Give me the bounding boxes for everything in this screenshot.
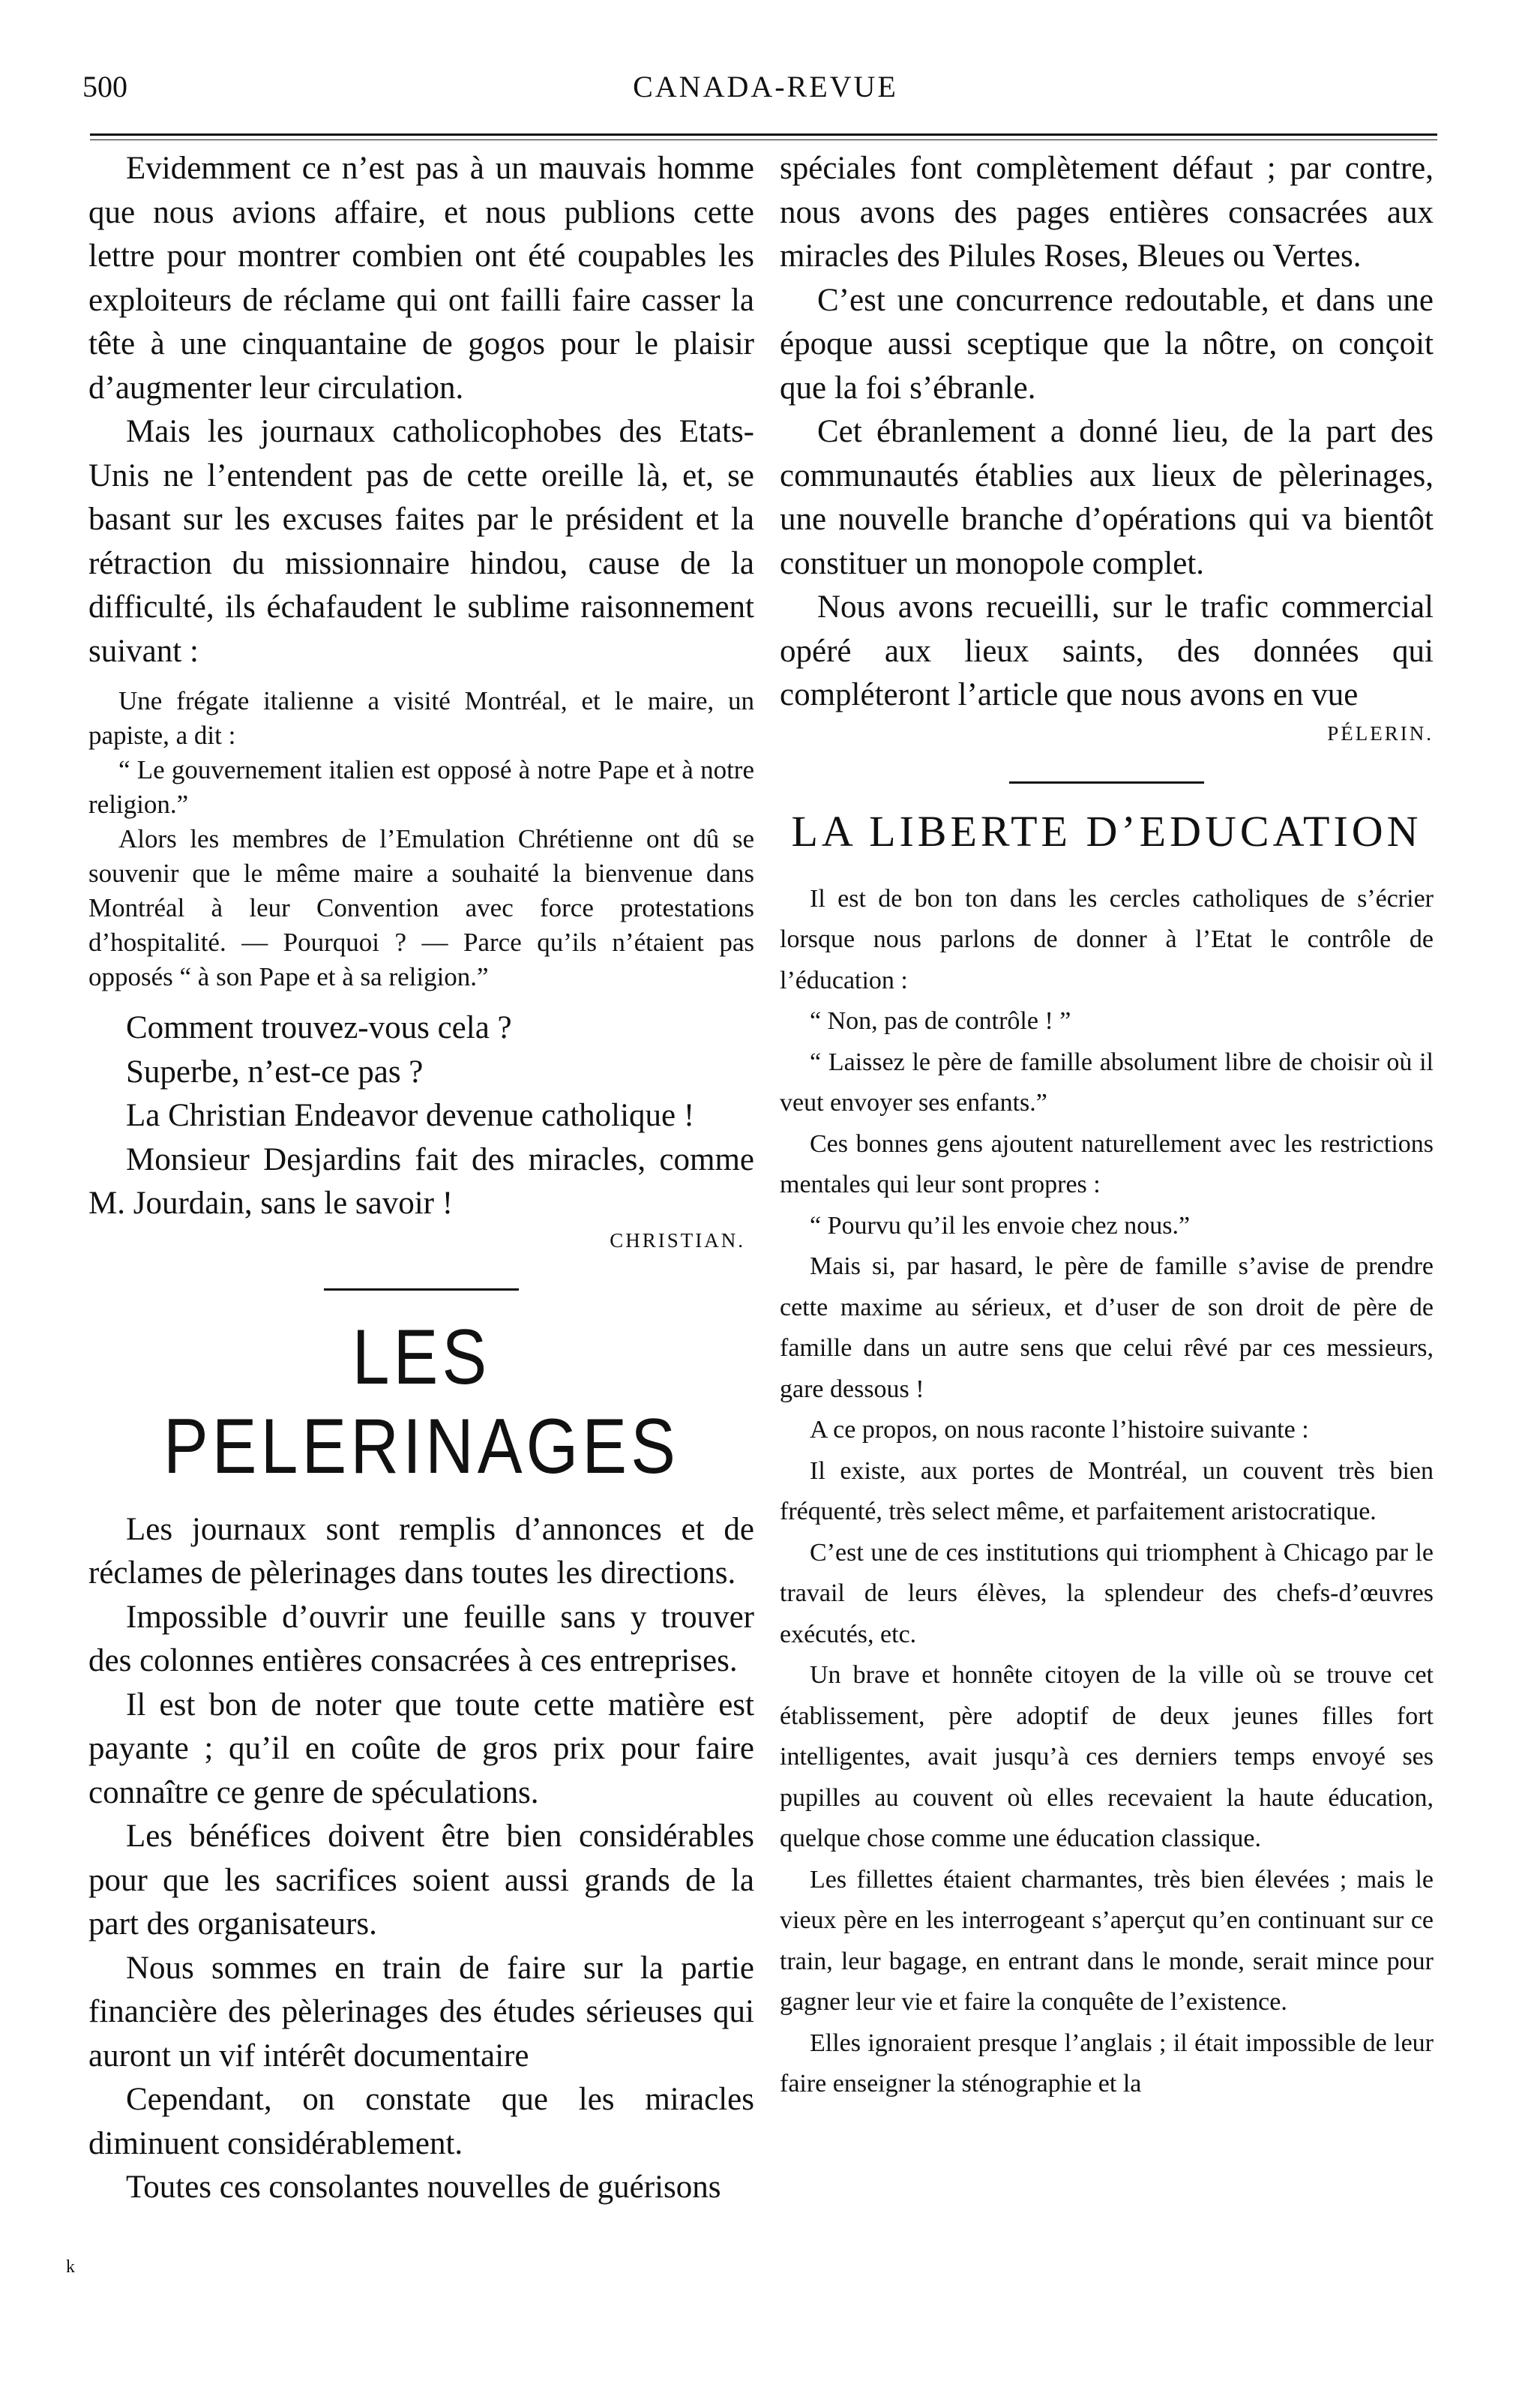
paragraph: Elles ignoraient presque l’anglais ; il était impossible de leur faire enseigner la sténographie et la	[780, 2029, 1434, 2098]
paragraph: Comment trouvez-vous cela ?	[126, 1010, 512, 1045]
article-title: LES PELERINAGES	[163, 1313, 680, 1490]
paragraph: Un brave et honnête citoyen de la ville où se trouve cet établissement, père adoptif de deux jeunes filles fort intelligentes, avait jusqu’à ces derniers temps envoyé ses pupilles au couvent où elles recevaient la haute éducation, quelque chose comme une éducation classique.	[780, 1661, 1434, 1852]
paragraph: Nous avons recueilli, sur le trafic commercial opéré aux lieux saints, des données qui compléteront l’article que nous avons en vue	[780, 589, 1434, 712]
page-header	[82, 69, 1449, 114]
paragraph: “ Laissez le père de famille absolument libre de choisir où il veut envoyer ses enfants.”	[780, 1048, 1434, 1117]
paragraph: C’est une concurrence redoutable, et dans une époque aussi sceptique que la nôtre, on conçoit que la foi s’ébranle.	[780, 282, 1434, 406]
paragraph: Les bénéfices doivent être bien considérables pour que les sacrifices soient aussi grands de la part des organisateurs.	[88, 1819, 754, 1942]
quoted-text: “ Le gouvernement italien est opposé à notre Pape et à notre religion.”	[88, 755, 754, 819]
left-column	[88, 147, 754, 2210]
paragraph: Impossible d’ouvrir une feuille sans y trouver des colonnes entières consacrées à ces entreprises.	[88, 1599, 754, 1678]
quoted-text: Une frégate italienne a visité Montréal, et le maire, un papiste, a dit :	[88, 686, 754, 750]
section-divider	[1009, 781, 1204, 784]
paragraph: Monsieur Desjardins fait des miracles, comme M. Jourdain, sans le savoir !	[88, 1141, 754, 1221]
header-rule-thin	[90, 139, 1437, 140]
paragraph: “ Non, pas de contrôle ! ”	[810, 1007, 1071, 1035]
stray-mark: k	[66, 2257, 75, 2277]
article-title: LA LIBERTE D’EDUCATION	[791, 806, 1422, 856]
paragraph: Il est bon de noter que toute cette matière est payante ; qu’il en coûte de gros prix pour faire connaître ce genre de spéculations.	[88, 1687, 754, 1810]
right-column	[780, 147, 1434, 2105]
paragraph: Cependant, on constate que les miracles diminuent considérablement.	[88, 2082, 754, 2161]
quoted-text: Alors les membres de l’Emulation Chrétienne ont dû se souvenir que le même maire a souhaité la bienvenue dans Montréal à leur Convention avec force protestations d’hospitalité. — Pourquoi ? — Parce qu’ils n’étaient pas opposés “ à son Pape et à sa religion.”	[88, 824, 754, 991]
paragraph: Mais les journaux catholicophobes des Etats-Unis ne l’entendent pas de cette oreille là, et, se basant sur les excuses faites par le président et la rétraction du missionnaire hindou, cause de la difficulté, ils échafaudent le sublime raisonnement suivant :	[88, 414, 754, 669]
paragraph: Nous sommes en train de faire sur la partie financière des pèlerinages des études sérieuses qui auront un vif intérêt documentaire	[88, 1950, 754, 2074]
paragraph: “ Pourvu qu’il les envoie chez nous.”	[810, 1211, 1191, 1240]
section-divider	[324, 1288, 519, 1291]
paragraph: Cet ébranlement a donné lieu, de la part des communautés établies aux lieux de pèlerinages, une nouvelle branche d’opérations qui va bientôt constituer un monopole complet.	[780, 414, 1434, 581]
paragraph: Superbe, n’est-ce pas ?	[126, 1054, 424, 1090]
paragraph: Ces bonnes gens ajoutent naturellement avec les restrictions mentales qui leur sont propres :	[780, 1129, 1434, 1198]
running-title: CANADA-REVUE	[633, 70, 898, 103]
page-number: 500	[82, 70, 127, 103]
paragraph: Les journaux sont remplis d’annonces et de réclames de pèlerinages dans toutes les directions.	[88, 1511, 754, 1591]
header-rule-thick	[90, 133, 1437, 136]
paragraph: Toutes ces consolantes nouvelles de guérisons	[126, 2170, 721, 2205]
paragraph: La Christian Endeavor devenue catholique !	[126, 1098, 695, 1133]
signature: PÉLERIN.	[1327, 721, 1434, 745]
paragraph: A ce propos, on nous raconte l’histoire suivante :	[810, 1416, 1309, 1444]
paragraph: Il est de bon ton dans les cercles catholiques de s’écrier lorsque nous parlons de donner à l’Etat le contrôle de l’éducation :	[780, 884, 1434, 994]
signature: CHRISTIAN.	[610, 1228, 745, 1252]
paragraph: Il existe, aux portes de Montréal, un couvent très bien fréquenté, très select même, et parfaitement aristocratique.	[780, 1456, 1434, 1525]
paragraph: C’est une de ces institutions qui triomphent à Chicago par le travail de leurs élèves, la splendeur des chefs-d’œuvres exécutés, etc.	[780, 1538, 1434, 1648]
paragraph: Les fillettes étaient charmantes, très bien élevées ; mais le vieux père en les interrogeant s’aperçut qu’en continuant sur ce train, leur bagage, en entrant dans le monde, serait mince pour gagner leur vie et faire la conquête de l’existence.	[780, 1865, 1434, 2016]
paragraph: Mais si, par hasard, le père de famille s’avise de prendre cette maxime au sérieux, et d’user de son droit de père de famille dans un autre sens que celui rêvé par ces messieurs, gare dessous !	[780, 1252, 1434, 1403]
paragraph: Evidemment ce n’est pas à un mauvais homme que nous avions affaire, et nous publions cette lettre pour montrer combien ont été coupables les exploiteurs de réclame qui ont failli faire casser la tête à une cinquantaine de gogos pour le plaisir d’augmenter leur circulation.	[88, 151, 754, 406]
paragraph: spéciales font complètement défaut ; par contre, nous avons des pages entières consacrées aux miracles des Pilules Roses, Bleues ou Vertes.	[780, 151, 1434, 274]
